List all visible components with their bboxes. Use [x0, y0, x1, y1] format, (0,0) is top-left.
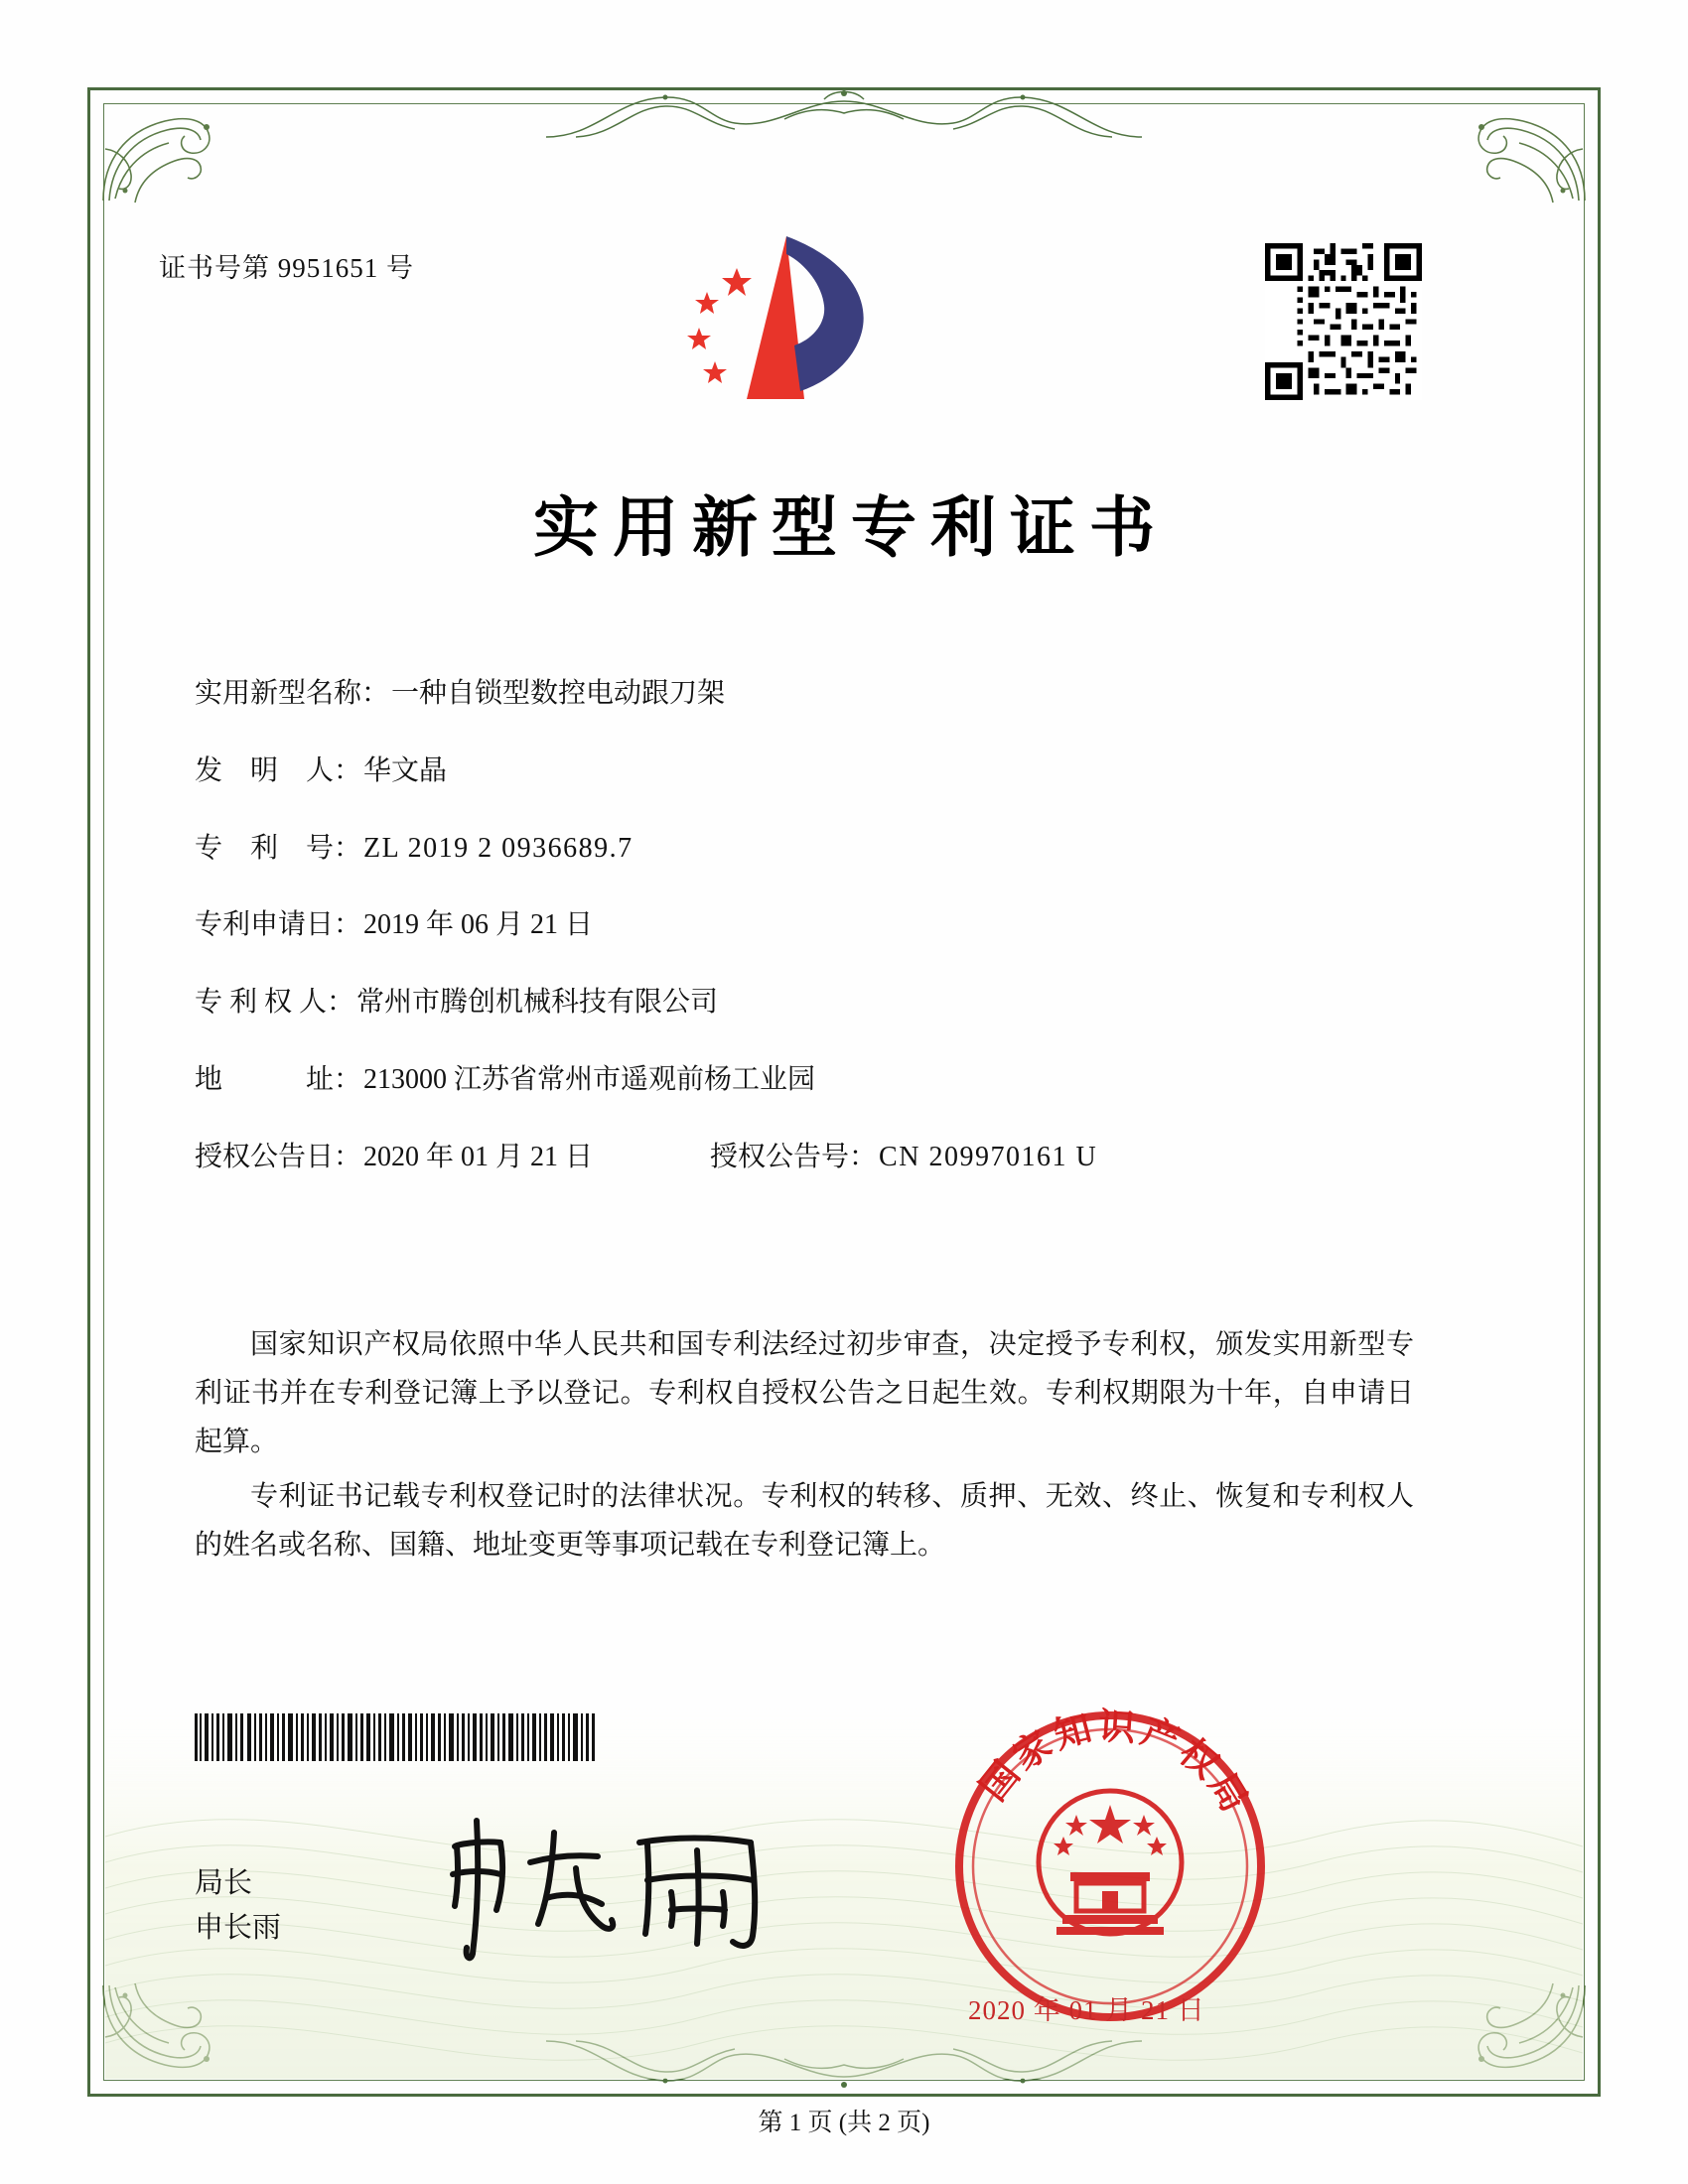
cnipa-logo-icon	[655, 228, 923, 412]
field-row-grant	[195, 1139, 1485, 1176]
body-paragraph-1: 国家知识产权局依照中华人民共和国专利法经过初步审查，决定授予专利权，颁发实用新型专利证书并在专利登记簿上予以登记。专利权自授权公告之日起生效。专利权期限为十年，自申请日起算。	[195, 1329, 1414, 1457]
field-row-inventor	[195, 752, 1485, 790]
corner-ornament-icon	[1444, 91, 1593, 210]
field-label: 专 利 权 人：	[195, 987, 355, 1019]
field-label: 发 明 人：	[195, 754, 362, 786]
field-value: 213000 江苏省常州市遥观前杨工业园	[363, 1063, 816, 1095]
signature-name: 申长雨	[195, 1911, 282, 1944]
field-value: ZL 2019 2 0936689.7	[363, 832, 633, 864]
signature-role: 局长	[195, 1867, 253, 1899]
svg-text:国家知识产权局: 国家知识产权局	[973, 1706, 1257, 1823]
seal-date: 2020 年 01 月 21 日	[968, 1995, 1205, 2025]
field-value: 2019 年 06 月 21 日	[363, 909, 594, 941]
field-value: 华文晶	[363, 754, 448, 786]
barcode-icon	[195, 1713, 602, 1761]
grant-number-label: 授权公告号：	[710, 1141, 878, 1172]
field-row-invention-name	[195, 675, 1485, 713]
field-label: 实用新型名称：	[195, 678, 390, 709]
field-label: 专 利 号：	[195, 832, 362, 864]
field-value: 常州市腾创机械科技有限公司	[356, 987, 719, 1019]
field-label: 专利申请日：	[195, 909, 362, 941]
handwritten-signature-icon	[427, 1807, 794, 1966]
corner-ornament-icon	[95, 91, 244, 210]
top-flourish-icon	[536, 79, 1152, 149]
field-list	[195, 675, 1485, 1216]
qr-code-icon	[1265, 243, 1422, 400]
field-row-patentee	[195, 984, 1485, 1022]
signature-block	[195, 1861, 281, 1951]
body-paragraph-2: 专利证书记载专利权登记时的法律状况。专利权的转移、质押、无效、终止、恢复和专利权人的姓名或名称、国籍、地址变更等事项记载在专利登记簿上。	[195, 1481, 1414, 1561]
certificate-number: 证书号第 9951651 号	[159, 253, 414, 283]
body-text	[195, 1320, 1414, 1575]
grant-number-value: CN 209970161 U	[879, 1141, 1098, 1172]
grant-date-label: 授权公告日：	[195, 1141, 362, 1172]
page-footer: 第 1 页 (共 2 页)	[758, 2110, 930, 2136]
field-row-application-date	[195, 906, 1485, 944]
field-label: 地 址：	[195, 1063, 362, 1095]
grant-date-value: 2020 年 01 月 21 日	[363, 1141, 594, 1172]
page-title: 实用新型专利证书	[533, 492, 1169, 565]
field-row-address	[195, 1061, 1485, 1099]
field-row-patent-number	[195, 830, 1485, 868]
field-value: 一种自锁型数控电动跟刀架	[391, 678, 726, 709]
